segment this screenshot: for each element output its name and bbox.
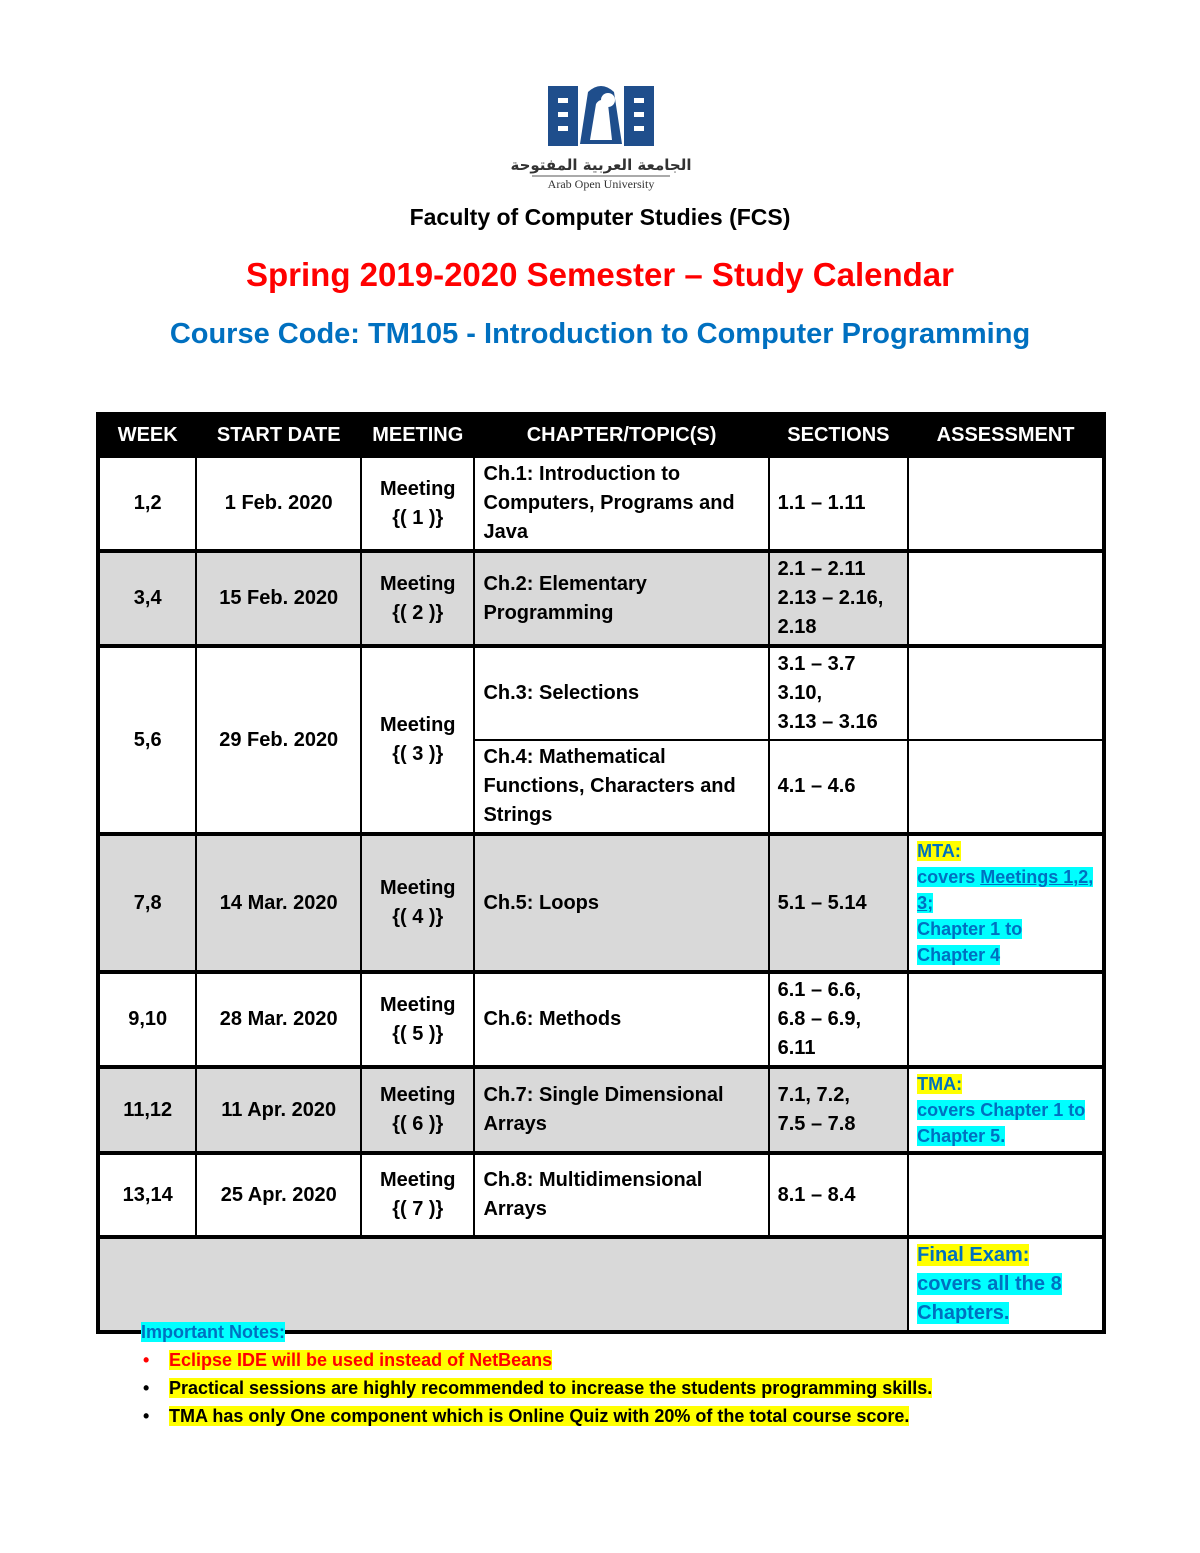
meeting-cell: Meeting {( 5 )} xyxy=(361,972,474,1067)
chapter-cell: Ch.6: Methods xyxy=(474,972,768,1067)
table-row xyxy=(98,551,1104,646)
chapter-cell: Ch.5: Loops xyxy=(474,834,768,972)
table-row xyxy=(98,1153,1104,1237)
assessment-cell xyxy=(908,551,1104,646)
date-cell: 15 Feb. 2020 xyxy=(196,551,361,646)
svg-text:Arab Open University: Arab Open University xyxy=(547,177,655,191)
list-item: • Practical sessions are highly recommended to increase the students programming skills. xyxy=(143,1378,933,1398)
week-cell: 11,12 xyxy=(98,1067,196,1153)
important-notes xyxy=(141,1318,932,1430)
week-cell: 5,6 xyxy=(98,646,196,834)
table-row xyxy=(98,1067,1104,1153)
week-cell: 9,10 xyxy=(98,972,196,1067)
svg-text:الجامعة العربية المفتوحة: الجامعة العربية المفتوحة xyxy=(510,156,692,174)
date-cell: 28 Mar. 2020 xyxy=(196,972,361,1067)
sections-cell: 3.1 – 3.7 3.10, 3.13 – 3.16 xyxy=(769,646,909,740)
meeting-cell: Meeting {( 7 )} xyxy=(361,1153,474,1237)
date-cell: 1 Feb. 2020 xyxy=(196,456,361,551)
chapter-cell: Ch.8: Multidimensional Arrays xyxy=(474,1153,768,1237)
course-title: Course Code: TM105 - Introduction to Computer Programming xyxy=(169,318,1031,350)
header-assessment: ASSESSMENT xyxy=(908,414,1104,456)
faculty-name: Faculty of Computer Studies (FCS) xyxy=(409,204,791,230)
assessment-cell: Final Exam: covers all the 8 Chapters. xyxy=(908,1237,1104,1332)
assessment-cell xyxy=(908,740,1104,834)
table-row xyxy=(98,972,1104,1067)
sections-cell: 1.1 – 1.11 xyxy=(769,456,909,551)
sections-cell: 6.1 – 6.6, 6.8 – 6.9, 6.11 xyxy=(769,972,909,1067)
tma-label: TMA: xyxy=(917,1074,963,1094)
week-cell: 1,2 xyxy=(98,456,196,551)
chapter-cell: Ch.2: Elementary Programming xyxy=(474,551,768,646)
table-row xyxy=(98,456,1104,551)
assessment-cell: MTA: covers Meetings 1,2, 3; Chapter 1 to Chapter 4 xyxy=(908,834,1104,972)
sections-cell: 4.1 – 4.6 xyxy=(769,740,909,834)
week-cell: 3,4 xyxy=(98,551,196,646)
assessment-cell: TMA: covers Chapter 1 to Chapter 5. xyxy=(908,1067,1104,1153)
final-exam-label: Final Exam: xyxy=(917,1244,1030,1266)
table-header-row xyxy=(98,414,1104,456)
page-title: Spring 2019-2020 Semester – Study Calendar xyxy=(246,256,954,293)
header-chapter: CHAPTER/TOPIC(S) xyxy=(474,414,768,456)
table-row xyxy=(98,646,1104,740)
meeting-cell: Meeting {( 3 )} xyxy=(361,646,474,834)
university-logo xyxy=(510,82,692,194)
chapter-cell: Ch.7: Single Dimensional Arrays xyxy=(474,1067,768,1153)
date-cell: 11 Apr. 2020 xyxy=(196,1067,361,1153)
mta-meetings: Meetings 1,2, 3 xyxy=(917,867,1094,913)
meeting-cell: Meeting {( 6 )} xyxy=(361,1067,474,1153)
mta-label: MTA: xyxy=(917,841,961,861)
sections-cell: 2.1 – 2.11 2.13 – 2.16, 2.18 xyxy=(769,551,909,646)
assessment-cell xyxy=(908,646,1104,740)
meeting-cell: Meeting {( 1 )} xyxy=(361,456,474,551)
meeting-cell: Meeting {( 2 )} xyxy=(361,551,474,646)
list-item: • Eclipse IDE will be used instead of NetBeans xyxy=(143,1350,553,1370)
chapter-cell: Ch.1: Introduction to Computers, Programs and Java xyxy=(474,456,768,551)
header-week: WEEK xyxy=(98,414,196,456)
sections-cell: 8.1 – 8.4 xyxy=(769,1153,909,1237)
date-cell: 29 Feb. 2020 xyxy=(196,646,361,834)
header-start-date: START DATE xyxy=(196,414,361,456)
assessment-cell xyxy=(908,1153,1104,1237)
header-sections: SECTIONS xyxy=(769,414,909,456)
table-row xyxy=(98,834,1104,972)
date-cell: 25 Apr. 2020 xyxy=(196,1153,361,1237)
week-cell: 7,8 xyxy=(98,834,196,972)
chapter-cell: Ch.3: Selections xyxy=(474,646,768,740)
sections-cell: 5.1 – 5.14 xyxy=(769,834,909,972)
date-cell: 14 Mar. 2020 xyxy=(196,834,361,972)
list-item: • TMA has only One component which is Online Quiz with 20% of the total course score. xyxy=(143,1406,910,1426)
assessment-cell xyxy=(908,456,1104,551)
chapter-cell: Ch.4: Mathematical Functions, Characters and Strings xyxy=(474,740,768,834)
notes-heading: Important Notes: xyxy=(141,1322,285,1342)
study-calendar-table xyxy=(96,412,1106,1334)
header-meeting: MEETING xyxy=(361,414,474,456)
assessment-cell xyxy=(908,972,1104,1067)
week-cell: 13,14 xyxy=(98,1153,196,1237)
sections-cell: 7.1, 7.2, 7.5 – 7.8 xyxy=(769,1067,909,1153)
meeting-cell: Meeting {( 4 )} xyxy=(361,834,474,972)
